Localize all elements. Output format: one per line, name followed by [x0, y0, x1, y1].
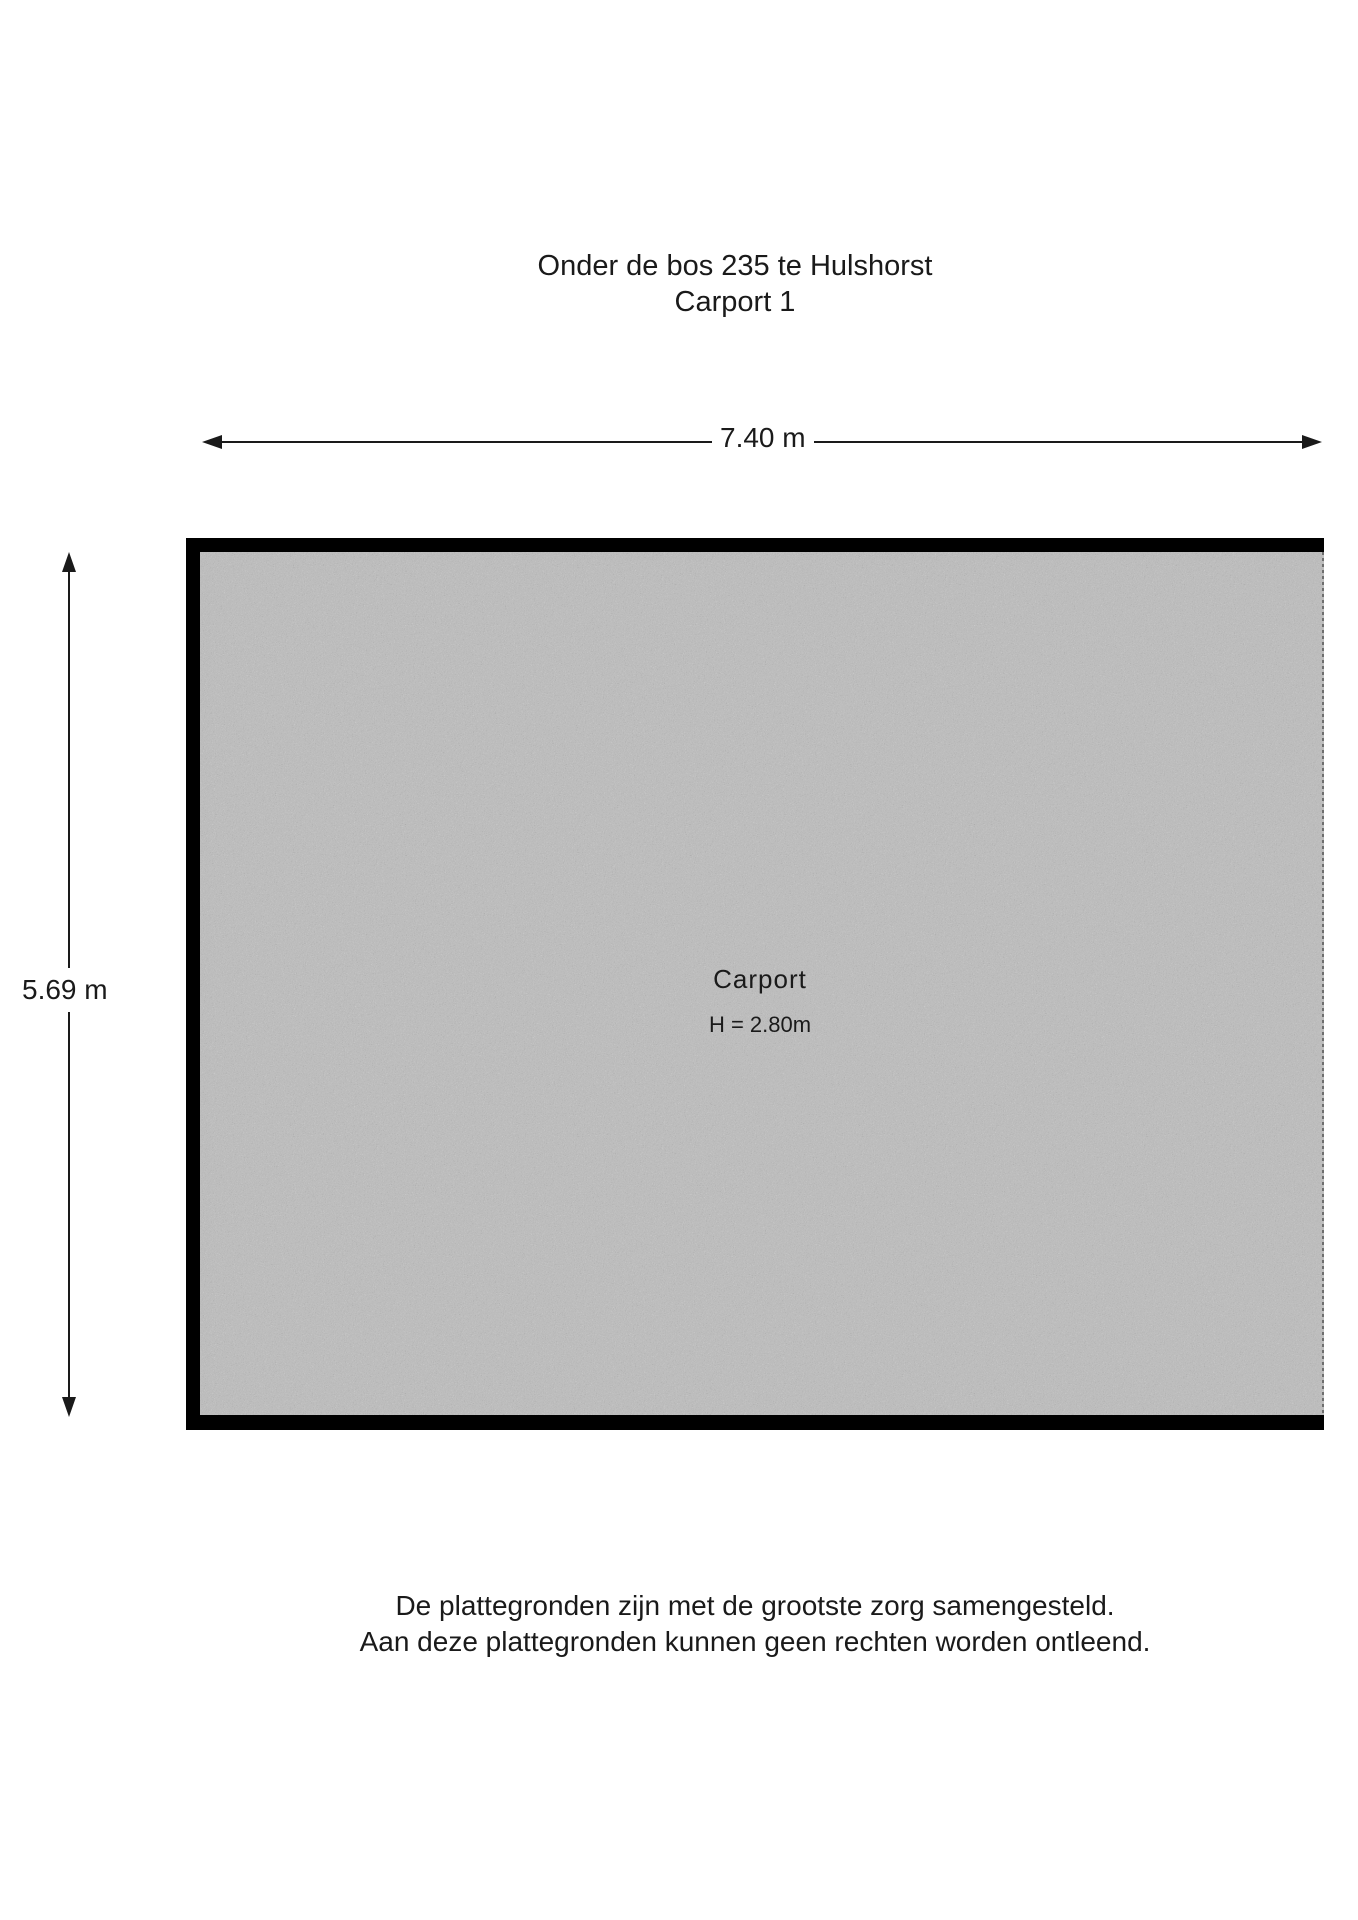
disclaimer-line-2: Aan deze plattegronden kunnen geen rechten worden ontleend. [359, 1626, 1151, 1657]
wall-top [186, 538, 1324, 552]
wall-bottom [186, 1415, 1324, 1430]
arrow-right-icon [1302, 435, 1322, 449]
arrow-up-icon [62, 552, 76, 572]
width-label: 7.40 m [712, 422, 814, 454]
depth-label: 5.69 m [22, 968, 108, 1012]
wall-left [186, 538, 200, 1430]
arrow-left-icon [202, 435, 222, 449]
room-name: Carport [713, 964, 807, 994]
disclaimer-line-1: De plattegronden zijn met de grootste zorg samengesteld. [395, 1590, 1115, 1621]
room-height: H = 2.80m [708, 1012, 812, 1037]
floor-title: Carport 1 [674, 286, 796, 318]
disclaimer [0, 1588, 1358, 1660]
address-title: Onder de bos 235 te Hulshorst [537, 250, 933, 282]
arrow-down-icon [62, 1397, 76, 1417]
